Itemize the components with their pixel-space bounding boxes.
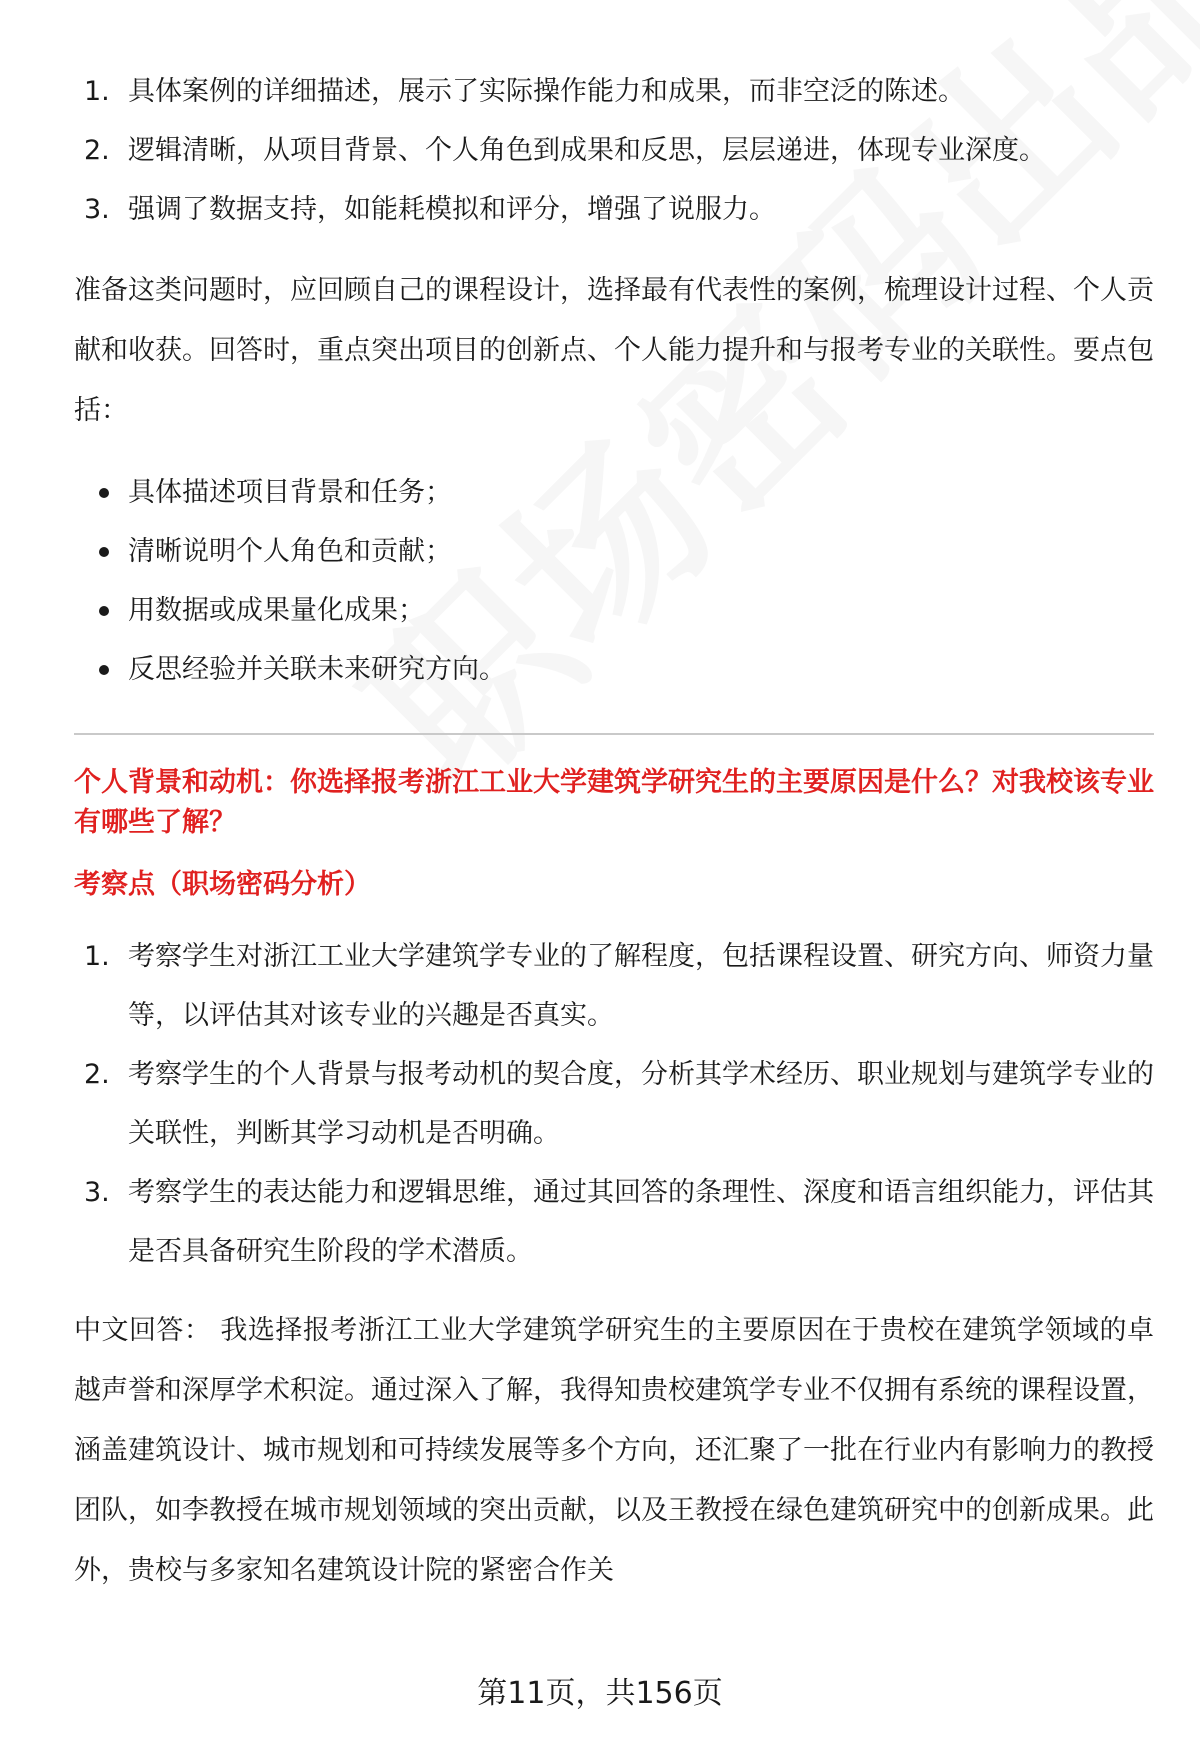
answer-paragraph: 中文回答： 我选择报考浙江工业大学建筑学研究生的主要原因在于贵校在建筑学领域的卓越声誉和深厚学术积淀。通过深入了解，我得知贵校建筑学专业不仅拥有系统的课程设置，涵盖建筑设计、城市规划和可持续发展等多个方向，还汇聚了一批在行业内有影响力的教授团队，如李教授在城市规划领域的突出贡献，以及王教授在绿色建筑研究中的创新成果。此外，贵校与多家知名建筑设计院的紧密合作关 [74,1315,1154,1586]
list-item [74,180,1154,239]
bullet-dot-icon [99,488,109,498]
list-number: 2. [84,1059,110,1090]
list-text: 逻辑清晰，从项目背景、个人角色到成果和反思，层层递进，体现专业深度。 [128,135,1046,166]
list-item [74,1163,1154,1281]
list-item [74,62,1154,121]
list-text: 清晰说明个人角色和贡献； [128,536,452,567]
list-text: 反思经验并关联未来研究方向。 [128,654,506,685]
list-number: 1. [84,76,110,107]
list-text: 用数据或成果量化成果； [128,595,425,626]
list-item [74,121,1154,180]
bullet-dot-icon [99,665,109,675]
list-text: 考察学生的个人背景与报考动机的契合度，分析其学术经历、职业规划与建筑学专业的关联性，判断其学习动机是否明确。 [128,1059,1154,1149]
list-text: 强调了数据支持，如能耗模拟和评分，增强了说服力。 [128,194,776,225]
list-item [74,1045,1154,1163]
preparation-paragraph: 准备这类问题时，应回顾自己的课程设计，选择最有代表性的案例，梳理设计过程、个人贡献和收获。回答时，重点突出项目的创新点、个人能力提升和与报考专业的关联性。要点包括： [74,275,1154,426]
section-divider [74,733,1154,735]
list-item [74,463,1154,522]
list-text: 具体描述项目背景和任务； [128,477,452,508]
subheading: 考察点（职场密码分析） [74,869,371,900]
list-text: 考察学生对浙江工业大学建筑学专业的了解程度，包括课程设置、研究方向、师资力量等，以评估其对该专业的兴趣是否真实。 [128,941,1154,1031]
list-number: 1. [84,941,110,972]
list-text: 考察学生的表达能力和逻辑思维，通过其回答的条理性、深度和语言组织能力，评估其是否具备研究生阶段的学术潜质。 [128,1177,1154,1267]
list-number: 3. [84,1177,110,1208]
key-points-list [74,463,1154,699]
list-number: 2. [84,135,110,166]
summary-list [74,62,1154,239]
bullet-dot-icon [99,606,109,616]
page-number-footer: 第11页，共156页 [477,1676,723,1711]
list-number: 3. [84,194,110,225]
list-text: 具体案例的详细描述，展示了实际操作能力和成果，而非空泛的陈述。 [128,76,965,107]
list-item [74,522,1154,581]
assessment-list [74,927,1154,1281]
bullet-dot-icon [99,547,109,557]
page-content [74,62,1154,1601]
question-heading: 个人背景和动机：你选择报考浙江工业大学建筑学研究生的主要原因是什么？对我校该专业有哪些了解？ [74,767,1154,838]
list-item [74,581,1154,640]
list-item [74,927,1154,1045]
list-item [74,640,1154,699]
